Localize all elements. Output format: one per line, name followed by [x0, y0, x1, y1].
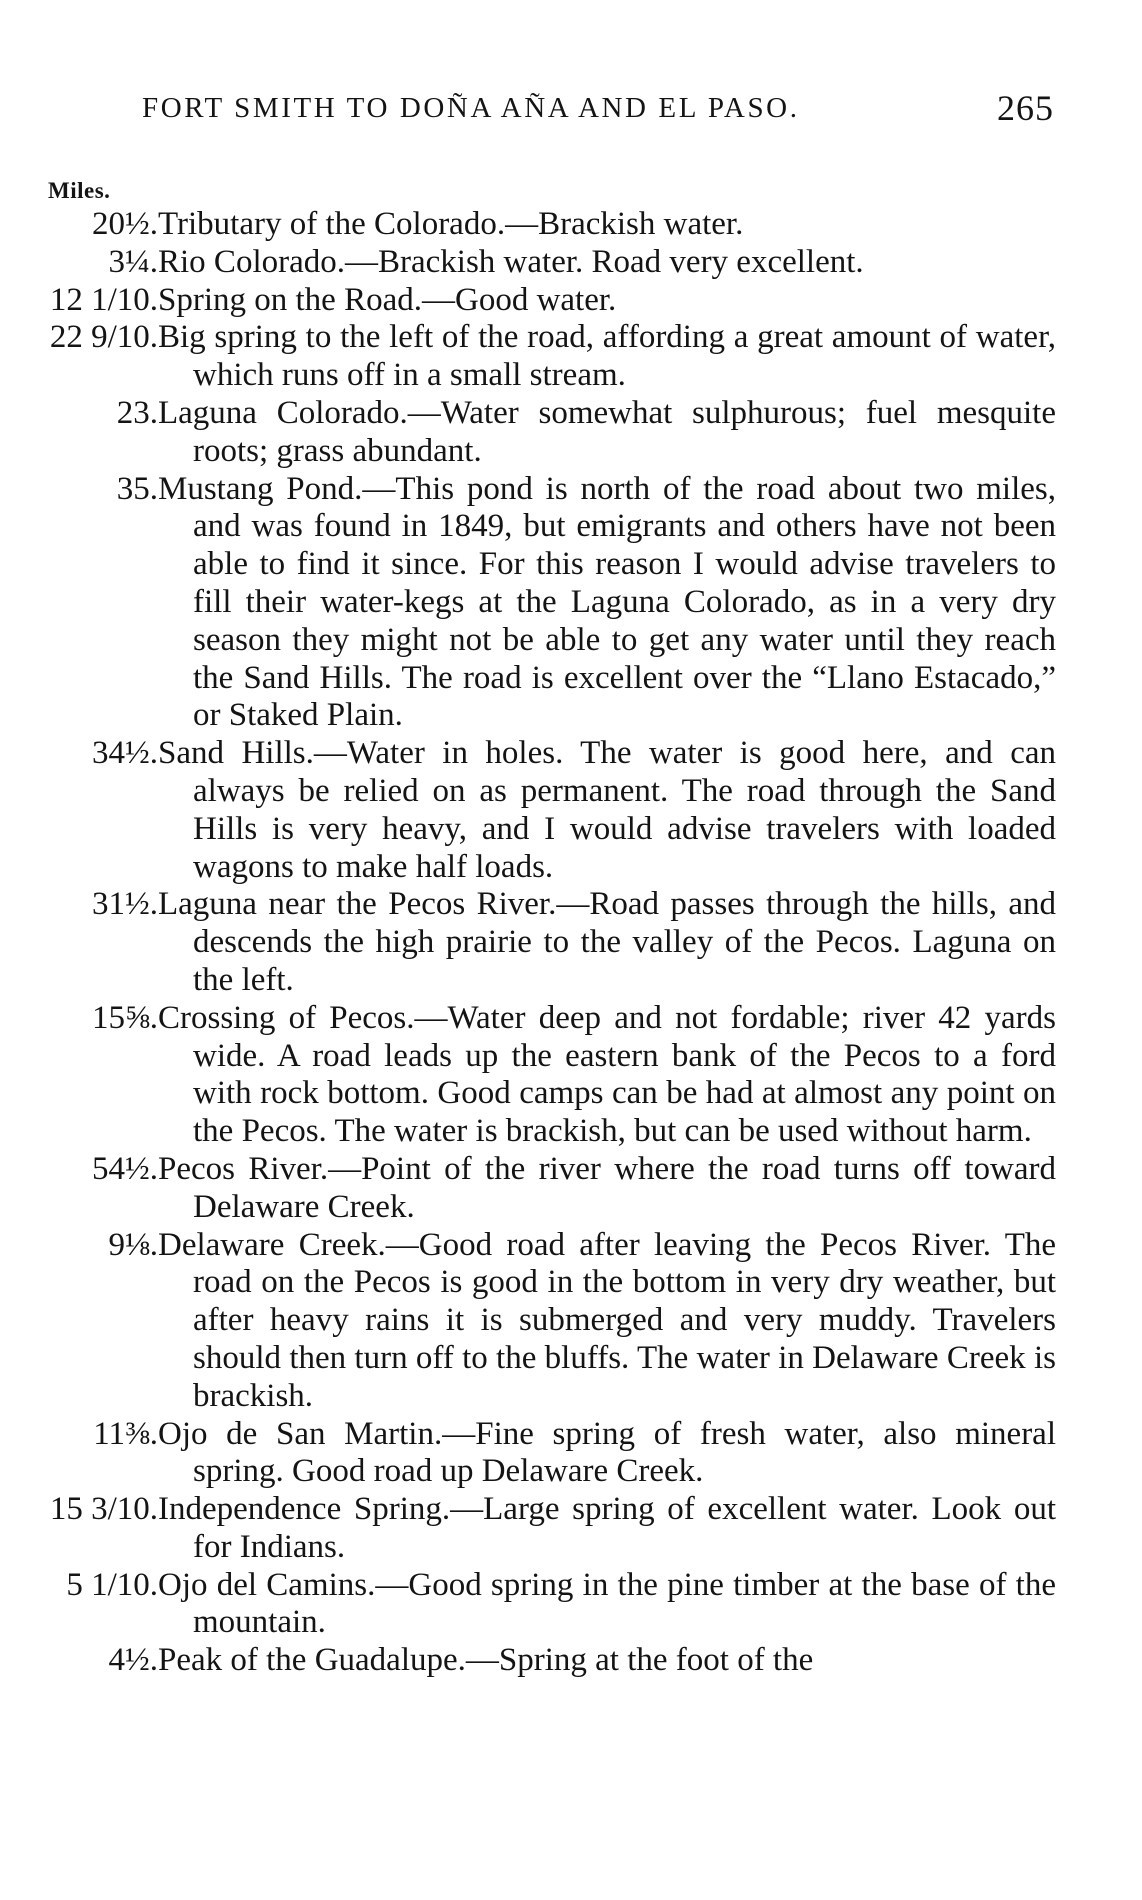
- entry-text: Sand Hills.—Water in holes. The water is good here, and can always be relied on as permanent. The road through the Sand Hills is very heavy, and I would advise travelers with loaded wagons to make half loads.: [158, 735, 1056, 885]
- entry-distance: 12 1/10.: [49, 281, 158, 318]
- entry-text: Ojo de San Martin.—Fine spring of fresh water, also mineral spring. Good road up Delaware Creek.: [158, 1415, 1056, 1490]
- itinerary-entry: [0, 886, 1142, 999]
- itinerary-entry: [0, 1227, 1142, 1416]
- running-head: [142, 88, 1054, 132]
- entry-text: Laguna near the Pecos River.—Road passes through the hills, and descends the high prairie to the valley of the Pecos. Laguna on the left.: [158, 886, 1056, 998]
- entry-distance: 31½.: [92, 886, 158, 923]
- entry-distance: 15⅝.: [92, 999, 158, 1036]
- entry-text: Ojo del Camins.—Good spring in the pine timber at the base of the mountain.: [158, 1566, 1056, 1641]
- entry-text: Crossing of Pecos.—Water deep and not fordable; river 42 yards wide. A road leads up the eastern bank of the Pecos to a ford with rock bottom. Good camps can be had at almost any point on the Pecos. The water is brackish, but can be used without harm.: [158, 999, 1056, 1150]
- entry-distance: 15 3/10.: [49, 1491, 158, 1528]
- itinerary-entry: [0, 1151, 1142, 1227]
- entry-text: Laguna Colorado.—Water somewhat sulphurous; fuel mesquite roots; grass abundant.: [158, 394, 1056, 469]
- itinerary-entry: [0, 1491, 1142, 1567]
- entry-text: Big spring to the left of the road, affording a great amount of water, which runs off in a small stream.: [158, 319, 1056, 394]
- itinerary-entry: [0, 244, 1142, 282]
- entry-distance: 34½.: [92, 735, 158, 772]
- entry-text: Delaware Creek.—Good road after leaving the Pecos River. The road on the Pecos is good in the bottom in very dry weather, but after heavy rains it is submerged and very muddy. Travelers should then turn off to the bluffs. The water in Delaware Creek is brackish.: [158, 1226, 1056, 1414]
- page-title: FORT SMITH TO DOÑA AÑA AND EL PASO.: [142, 92, 800, 124]
- entry-distance: 4½.: [108, 1642, 158, 1679]
- itinerary-entry: [0, 319, 1142, 395]
- entry-distance: 11⅜.: [93, 1415, 158, 1452]
- itinerary-list: [0, 206, 1142, 1680]
- itinerary-entry: [0, 471, 1142, 736]
- itinerary-entry: [0, 395, 1142, 471]
- itinerary-entry: [0, 735, 1142, 886]
- entry-text: Peak of the Guadalupe.—Spring at the foot of the: [158, 1642, 814, 1679]
- entry-text: Mustang Pond.—This pond is north of the road about two miles, and was found in 1849, but emigrants and others have not been able to find it since. For this reason I would advise travelers to fill their water-kegs at the Laguna Colorado, as in a very dry season they might not be able to get any water until they reach the Sand Hills. The road is excellent over the “Llano Estacado,” or Staked Plain.: [158, 470, 1056, 734]
- entry-distance: 54½.: [92, 1150, 158, 1187]
- itinerary-entry: [0, 1642, 1142, 1680]
- entry-distance: 9⅛.: [108, 1226, 158, 1263]
- miles-column-label: Miles.: [48, 178, 111, 203]
- entry-text: Rio Colorado.—Brackish water. Road very excellent.: [158, 243, 864, 280]
- entry-text: Pecos River.—Point of the river where the road turns off toward Delaware Creek.: [158, 1150, 1056, 1225]
- entry-text: Spring on the Road.—Good water.: [158, 281, 617, 318]
- entry-distance: 23.: [116, 394, 158, 431]
- entry-distance: 5 1/10.: [66, 1566, 158, 1603]
- itinerary-entry: [0, 206, 1142, 244]
- entry-distance: 35.: [116, 470, 158, 507]
- entry-distance: 22 9/10.: [49, 319, 158, 356]
- itinerary-entry: [0, 1567, 1142, 1643]
- itinerary-entry: [0, 1416, 1142, 1492]
- itinerary-entry: [0, 1000, 1142, 1151]
- entry-text: Independence Spring.—Large spring of excellent water. Look out for Indians.: [158, 1491, 1056, 1565]
- entry-distance: 3¼.: [108, 243, 158, 280]
- entry-text: Tributary of the Colorado.—Brackish water.: [158, 206, 744, 242]
- entry-distance: 20½.: [92, 206, 158, 242]
- page-number: 265: [997, 88, 1054, 128]
- itinerary-entry: [0, 282, 1142, 320]
